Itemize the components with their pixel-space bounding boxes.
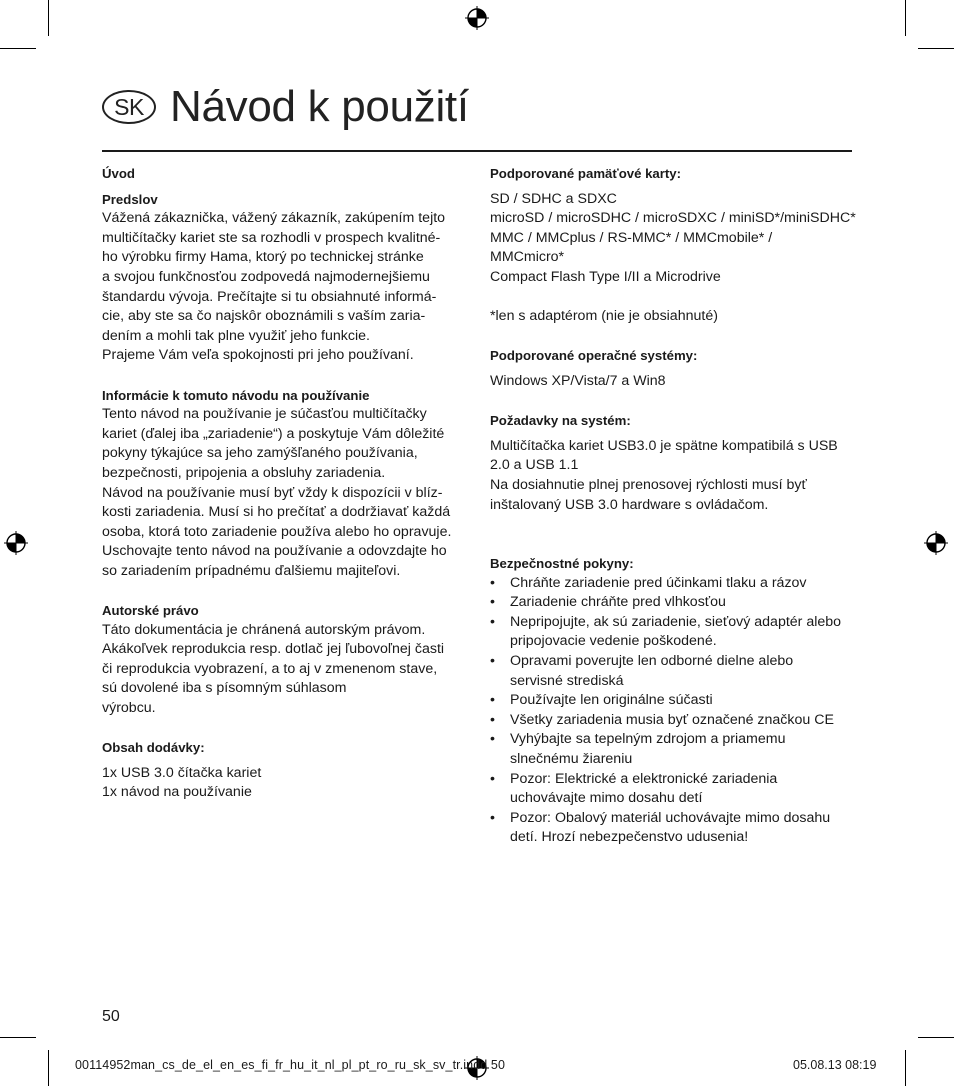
text-line: multičítačky kariet ste sa rozhodli v prospech kvalitné- [102,229,441,246]
text-line: MMC / MMCplus / RS-MMC* / MMCmobile* / [490,229,773,246]
crop-mark [48,0,49,36]
crop-mark [0,1037,36,1038]
text-line: so zariadením prípadnému ďalšiemu majiteľovi. [102,562,401,579]
crop-mark [905,1050,906,1086]
text-line: SD / SDHC a SDXC [490,190,617,207]
text-line: MMCmicro* [490,249,565,266]
text-line: cie, aby ste sa čo najskôr oboznámili s vaším zaria- [102,308,426,325]
section-heading-predslov: Predslov [102,191,158,207]
cards-text [490,190,860,288]
info-text [102,405,470,581]
section-heading-package: Obsah dodávky: [102,740,205,756]
text-line: ho výrobku firmy Hama, ktorý po technickej stránke [102,249,424,266]
text-line: štandardu vývoja. Prečítajte si tu obsiahnuté informá- [102,288,437,305]
crop-mark [905,0,906,36]
page-header [102,82,469,132]
crop-mark [918,48,954,49]
text-line: 2.0 a USB 1.1 [490,457,579,474]
print-date: 05.08.13 08:19 [793,1058,877,1072]
section-heading-os: Podporované operačné systémy: [490,348,698,364]
text-line: Návod na používanie musí byť vždy k dispozícii v blíz- [102,484,443,501]
text-line: Uschovajte tento návod na používanie a odovzdajte ho [102,543,447,560]
list-item: • Opravami poverujte len odborné dielne alebo servisné strediská [490,652,860,691]
text-line: bezpečnosti, pripojenia a obsluhy zariadenia. [102,464,386,481]
section-heading-safety: Bezpečnostné pokyny: [490,556,634,572]
crop-mark [918,1037,954,1038]
section-heading-cards: Podporované pamäťové karty: [490,166,681,181]
text-line: microSD / microSDHC / microSDXC / miniSD*/miniSDHC* [490,210,856,227]
text-line: Multičítačka kariet USB3.0 je spätne kompatibilá s USB [490,437,838,454]
text-line: Tento návod na používanie je súčasťou multičítačky [102,406,427,423]
page-number: 50 [102,1008,120,1025]
list-item: • Pozor: Obalový materiál uchovávajte mimo dosahu detí. Hrozí nebezpečenstvo udusenia! [490,809,860,848]
text-line: či reprodukcia vyobrazení, a to aj v zmenenom stave, [102,660,438,677]
os-text: Windows XP/Vista/7 a Win8 [490,372,666,389]
section-heading-uvod: Úvod [102,166,135,181]
text-line: Akákoľvek reprodukcia resp. dotlač jej ľubovoľnej časti [102,641,445,658]
predslov-text [102,209,470,366]
list-item: • Chráňte zariadenie pred účinkami tlaku a rázov [490,574,860,594]
right-column [490,164,860,848]
section-heading-copyright: Autorské právo [102,603,199,619]
package-text [102,764,470,803]
header-rule [102,150,852,152]
safety-list [490,574,860,848]
list-item: • Používajte len originálne súčasti [490,691,860,711]
text-line: osoba, ktorá toto zariadenie používa alebo ho opravuje. [102,523,452,540]
text-line: výrobcu. [102,700,156,717]
list-item: • Zariadenie chráňte pred vlhkosťou [490,593,860,613]
copyright-text [102,621,470,719]
text-line: Táto dokumentácia je chránená autorským právom. [102,621,426,638]
text-line: dením a mohli tak plne využiť jeho funkcie. [102,327,370,344]
requirements-text [490,437,860,515]
left-column [102,164,470,803]
text-line: 1x USB 3.0 čítačka kariet [102,764,262,781]
cards-note: *len s adaptérom (nie je obsiahnuté) [490,308,718,325]
text-line: sú dovolené iba s písomným súhlasom [102,680,347,697]
text-line: kosti zariadenia. Musí si ho prečítať a dodržiavať každá [102,504,451,521]
text-line: pokyny týkajúce sa jeho zamýšľaného používania, [102,445,418,462]
registration-mark-icon [924,531,948,555]
text-line: inštalovaný USB 3.0 hardware s ovládačom. [490,496,769,513]
list-item: • Vyhýbajte sa tepelným zdrojom a priamemu slnečnému žiareniu [490,730,860,769]
crop-mark [0,48,36,49]
registration-mark-icon [4,531,28,555]
text-line: a svojou funkčnosťou zodpovedá najmodernejšiemu [102,268,430,285]
text-line: 1x návod na používanie [102,784,252,801]
text-line: Compact Flash Type I/II a Microdrive [490,268,721,285]
registration-mark-icon [465,6,489,30]
text-line: kariet (ďalej iba „zariadenie“) a poskytuje Vám dôležité [102,425,445,442]
text-line: Na dosiahnutie plnej prenosovej rýchlosti musí byť [490,476,807,493]
section-heading-info: Informácie k tomuto návodu na používanie [102,387,370,403]
text-line: Vážená zákaznička, vážený zákazník, zakúpením tejto [102,210,446,227]
text-line: Prajeme Vám veľa spokojnosti pri jeho používaní. [102,347,414,364]
list-item: • Nepripojujte, ak sú zariadenie, sieťový adaptér alebo pripojovacie vedenie poškodené. [490,613,860,652]
language-badge: SK [102,90,156,124]
page-title: Návod k použití [170,82,469,131]
crop-mark [48,1050,49,1086]
list-item: • Pozor: Elektrické a elektronické zariadenia uchovávajte mimo dosahu detí [490,770,860,809]
list-item: • Všetky zariadenia musia byť označené značkou CE [490,711,860,731]
section-heading-requirements: Požadavky na systém: [490,413,631,429]
print-slug: 00114952man_cs_de_el_en_es_fi_fr_hu_it_nl_pl_pt_ro_ru_sk_sv_tr.indd 50 [75,1058,506,1072]
